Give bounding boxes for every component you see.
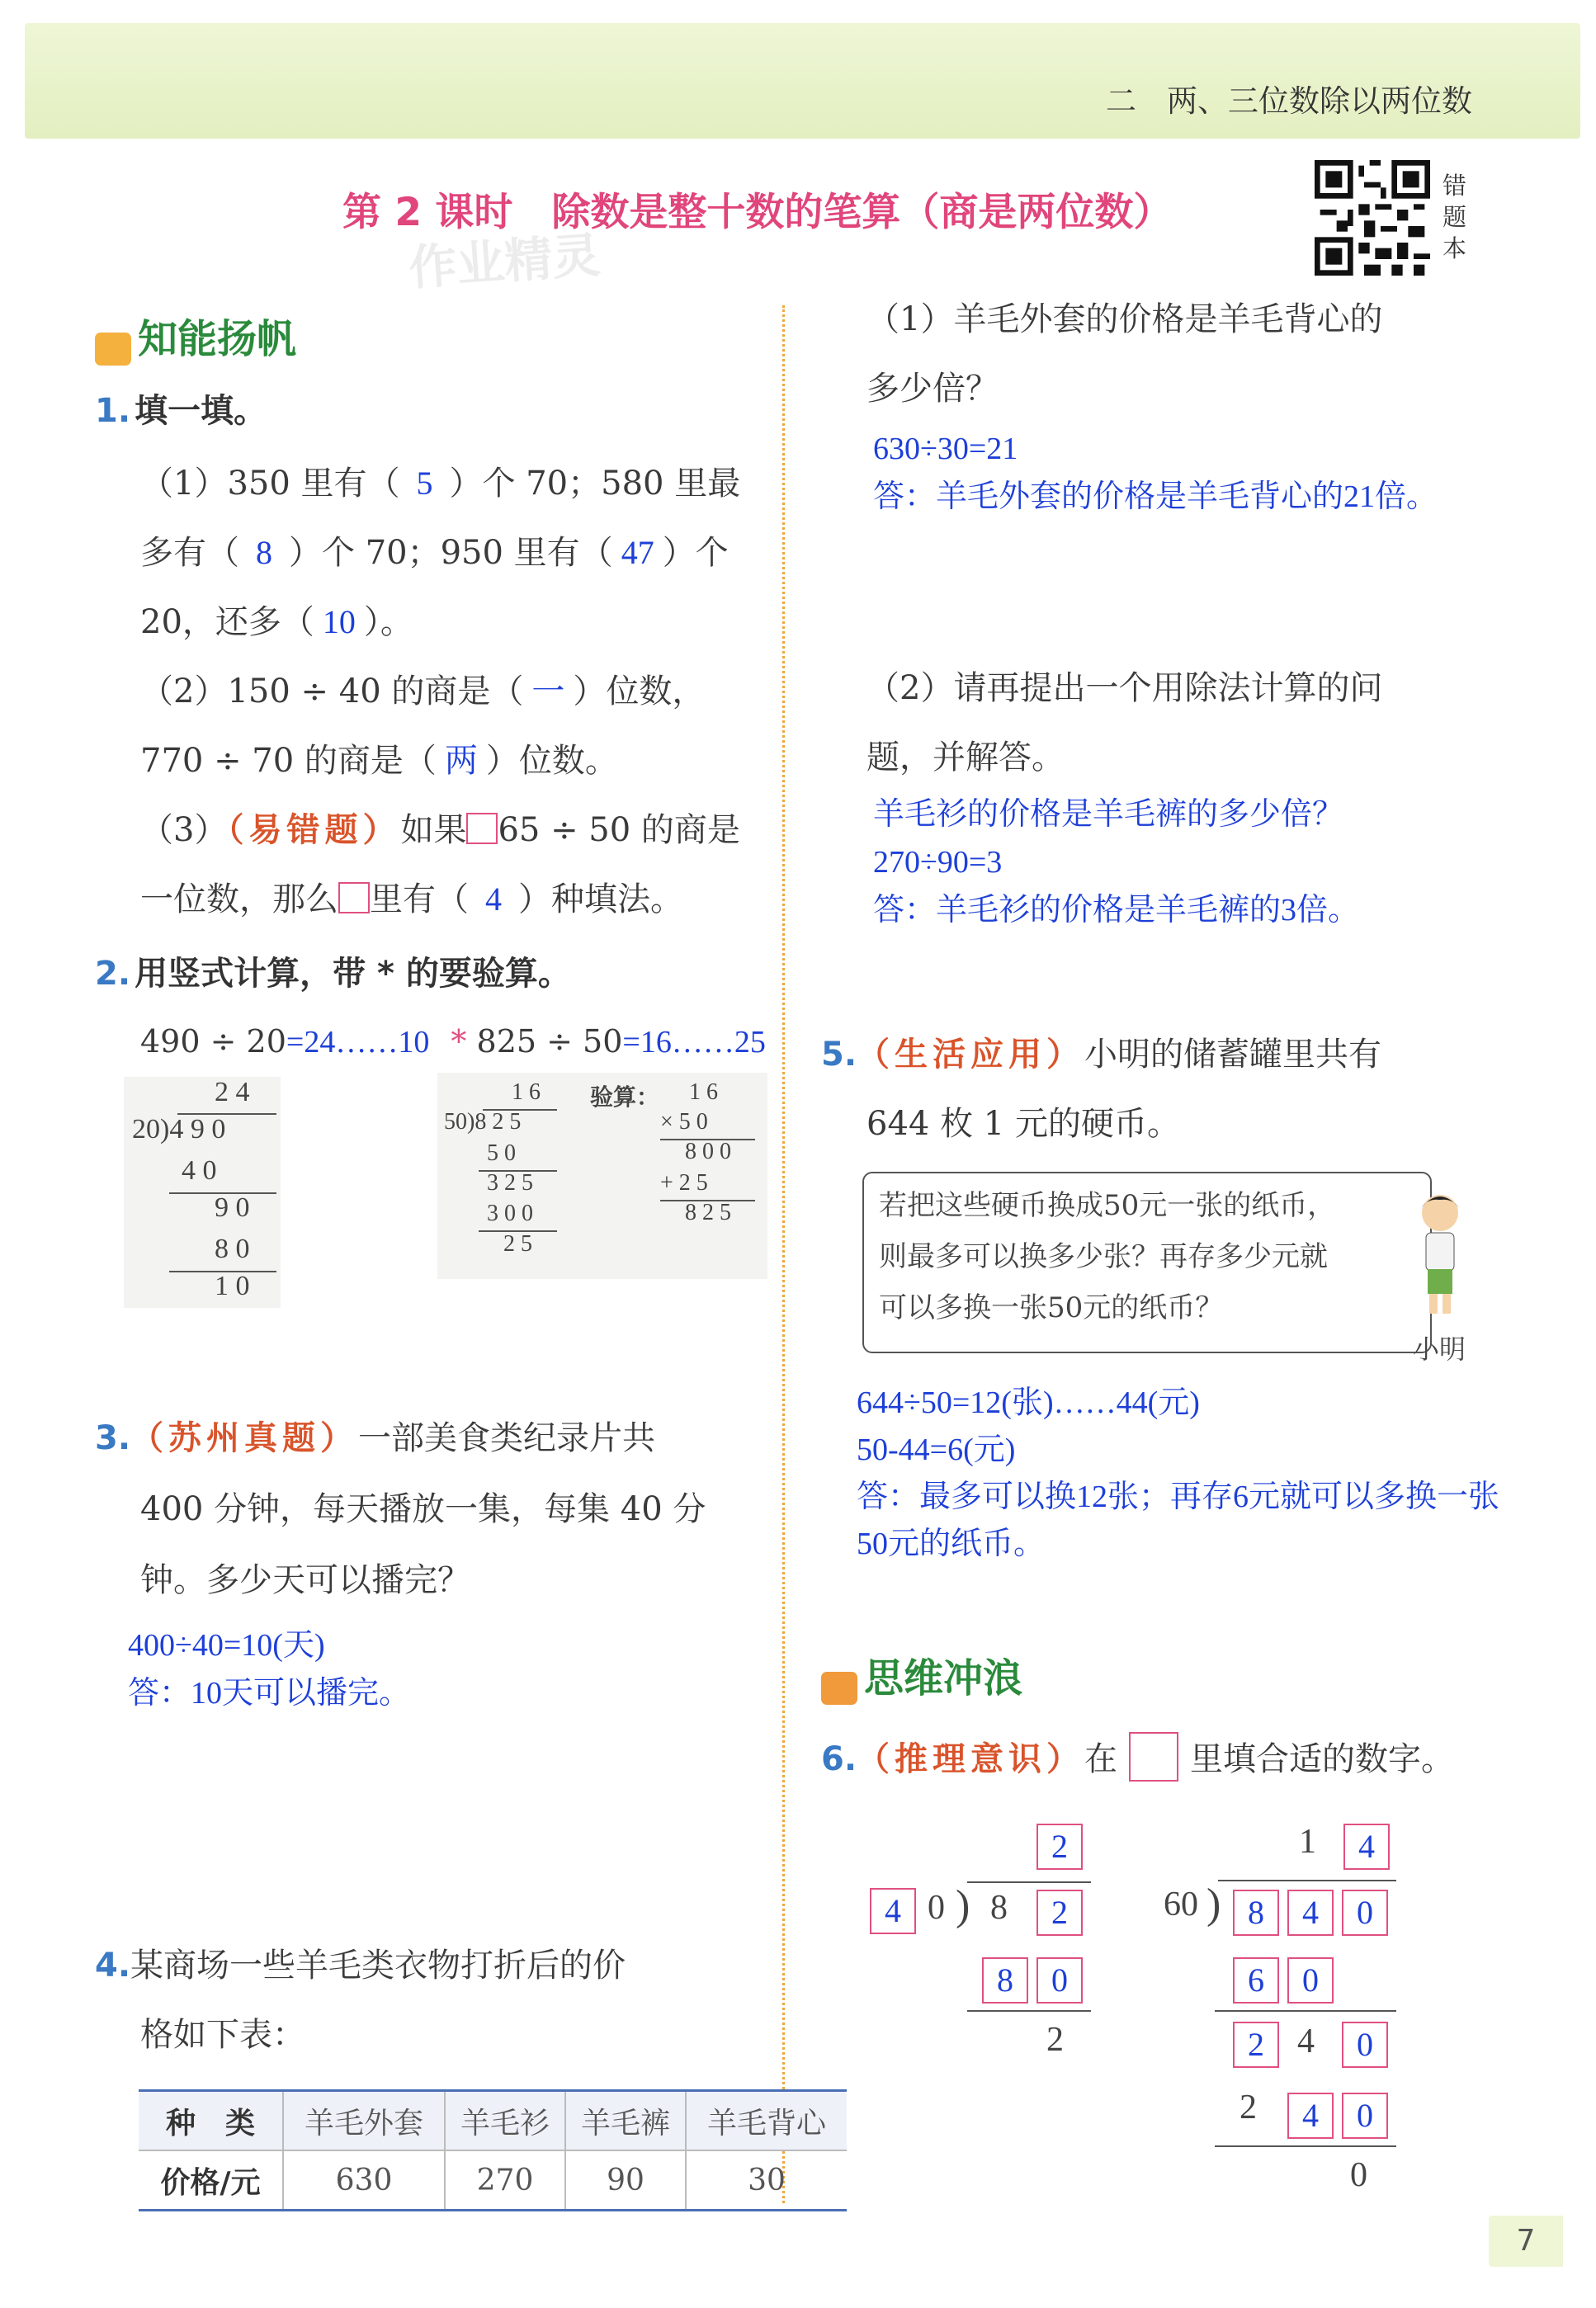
table-header-cell: 羊毛衫 [445,2091,565,2151]
star-icon: * [451,1023,467,1060]
chapter-title: 二 两、三位数除以两位数 [1106,83,1472,119]
tag-suzhou: （苏州真题） [130,1418,359,1457]
section-title-text: 思维冲浪 [864,1655,1023,1702]
speech-bubble: 若把这些硬币换成50元一张的纸币， 则最多可以换多少张？再存多少元就 可以多换一张50元的纸币？ [862,1172,1432,1353]
answer-blank: 5 [416,465,433,502]
qr-code-icon[interactable] [1315,160,1430,276]
q4-sub1: （1）羊毛外套的价格是羊毛背心的 多少倍？ [866,300,1383,408]
boy-character-icon [1411,1188,1469,1320]
division-825-by-50: 1 6 50)8 2 5 5 0 3 2 5 3 0 0 2 5 验算： 1 6 × 5 0 8 0 0 + 2 5 8 2 5 [437,1073,767,1279]
q3-number: 3. [95,1419,131,1457]
section-title-text: 知能扬帆 [138,316,297,362]
table-header-cell: 羊毛背心 [686,2091,847,2151]
table-cell: 270 [445,2150,565,2211]
q1-body [140,449,767,934]
q6-number: 6. [821,1740,857,1778]
answer-1: =24……10 [286,1025,430,1060]
q2-number: 2. [95,955,131,993]
q1-line2: 多有（ 8 ）个 70；950 里有（ 47 ）个 [140,518,767,588]
table-header-cell: 种 类 [139,2091,283,2151]
answer-blank: 4 [485,880,502,918]
q4-number: 4. [95,1947,131,1985]
column-divider [782,305,785,2203]
q5-answer: 644÷50=12(张)……44(元) 50-44=6(元) 答：最多可以换12张；再存6元就可以多换一张 50元的纸币。 [857,1385,1500,1561]
q6-body: 6.（推理意识）在 里填合适的数字。 [821,1725,1564,1794]
answer-2: =16……25 [622,1025,766,1060]
q4-body: 4.某商场一些羊毛类衣物打折后的价 格如下表： [95,1947,626,2054]
q3-answer: 400÷40=10(天) 答：10天可以播完。 [128,1628,411,1711]
lesson-title: 第 2 课时 除数是整十数的笔算（商是两位数） [342,190,1173,235]
wave-icon [821,1672,857,1705]
q4-sub1-answer: 630÷30=21 答：羊毛外套的价格是羊毛背心的21倍。 [873,432,1438,514]
table-header-cell: 羊毛裤 [565,2091,686,2151]
q3-body: 3.（苏州真题）一部美食类纪录片共 400 分钟，每天播放一集，每集 40 分 钟。多少天可以播完？ [95,1418,706,1599]
division-490-by-20: 2 4 20)4 9 0 4 0 9 0 8 0 1 0 [124,1077,281,1308]
check-label: 验算： [590,1083,660,1111]
section-title-left [95,307,296,366]
q5-number: 5. [821,1036,857,1074]
table-cell: 90 [565,2150,686,2211]
q4-sub2: （2）请再提出一个用除法计算的问 题，并解答。 [866,669,1383,776]
q1-line6: （3）（易错题）如果 65 ÷ 50 的商是 [140,810,740,849]
q5-body: 5.（生活应用）小明的储蓄罐里共有 644 枚 1 元的硬币。 [821,1035,1382,1143]
sail-icon [95,333,131,366]
table-header-cell: 羊毛外套 [283,2091,445,2151]
tag-reasoning: （推理意识） [857,1739,1085,1778]
answer-blank: 两 [444,742,478,779]
tag-error-prone: （易错题） [227,810,401,849]
q1-heading [95,385,267,432]
tag-life-application: （生活应用） [857,1035,1085,1074]
q2-expressions [140,1023,766,1060]
table-cell: 价格/元 [139,2150,283,2211]
square-blank [466,813,498,844]
answer-blank: 10 [322,603,356,640]
q2-heading [95,947,571,994]
q4-sub2-answer: 羊毛衫的价格是羊毛裤的多少倍？ 270÷90=3 答：羊毛衫的价格是羊毛裤的3倍。 [873,797,1360,927]
watermark: 作业精灵 [407,226,602,296]
answer-blank: 8 [256,534,272,571]
answer-blank: 一 [531,673,565,710]
q1-line7: 一位数，那么 里有（ 4 ）种填法。 [140,865,767,934]
square-blank [1129,1732,1178,1782]
speaker-name: 小明 [1413,1333,1466,1365]
page-number: 7 [1489,2216,1563,2267]
q1-number: 1. [95,392,131,430]
q2-instruction: 用竖式计算，带 * 的要验算。 [135,955,571,993]
answer-blank: 47 [621,534,654,571]
expression-1: 490 ÷ 20 [140,1023,286,1060]
section-title-right [821,1646,1022,1705]
q1-line1: （1）350 里有（ 5 ）个 70；580 里最 [140,449,767,518]
q1-instruction: 填一填。 [135,392,267,430]
qr-label: 错题本 [1443,172,1467,262]
price-table [139,2089,847,2211]
table-cell: 30 [686,2150,847,2211]
q1-line3: 20，还多（ 10 ）。 [140,588,767,657]
q1-line4: （2）150 ÷ 40 的商是（ 一 ）位数， [140,657,767,726]
square-blank [338,882,370,913]
table-cell: 630 [283,2150,445,2211]
q1-line5: 770 ÷ 70 的商是（ 两 ）位数。 [140,726,767,795]
expression-2: 825 ÷ 50 [476,1023,623,1060]
